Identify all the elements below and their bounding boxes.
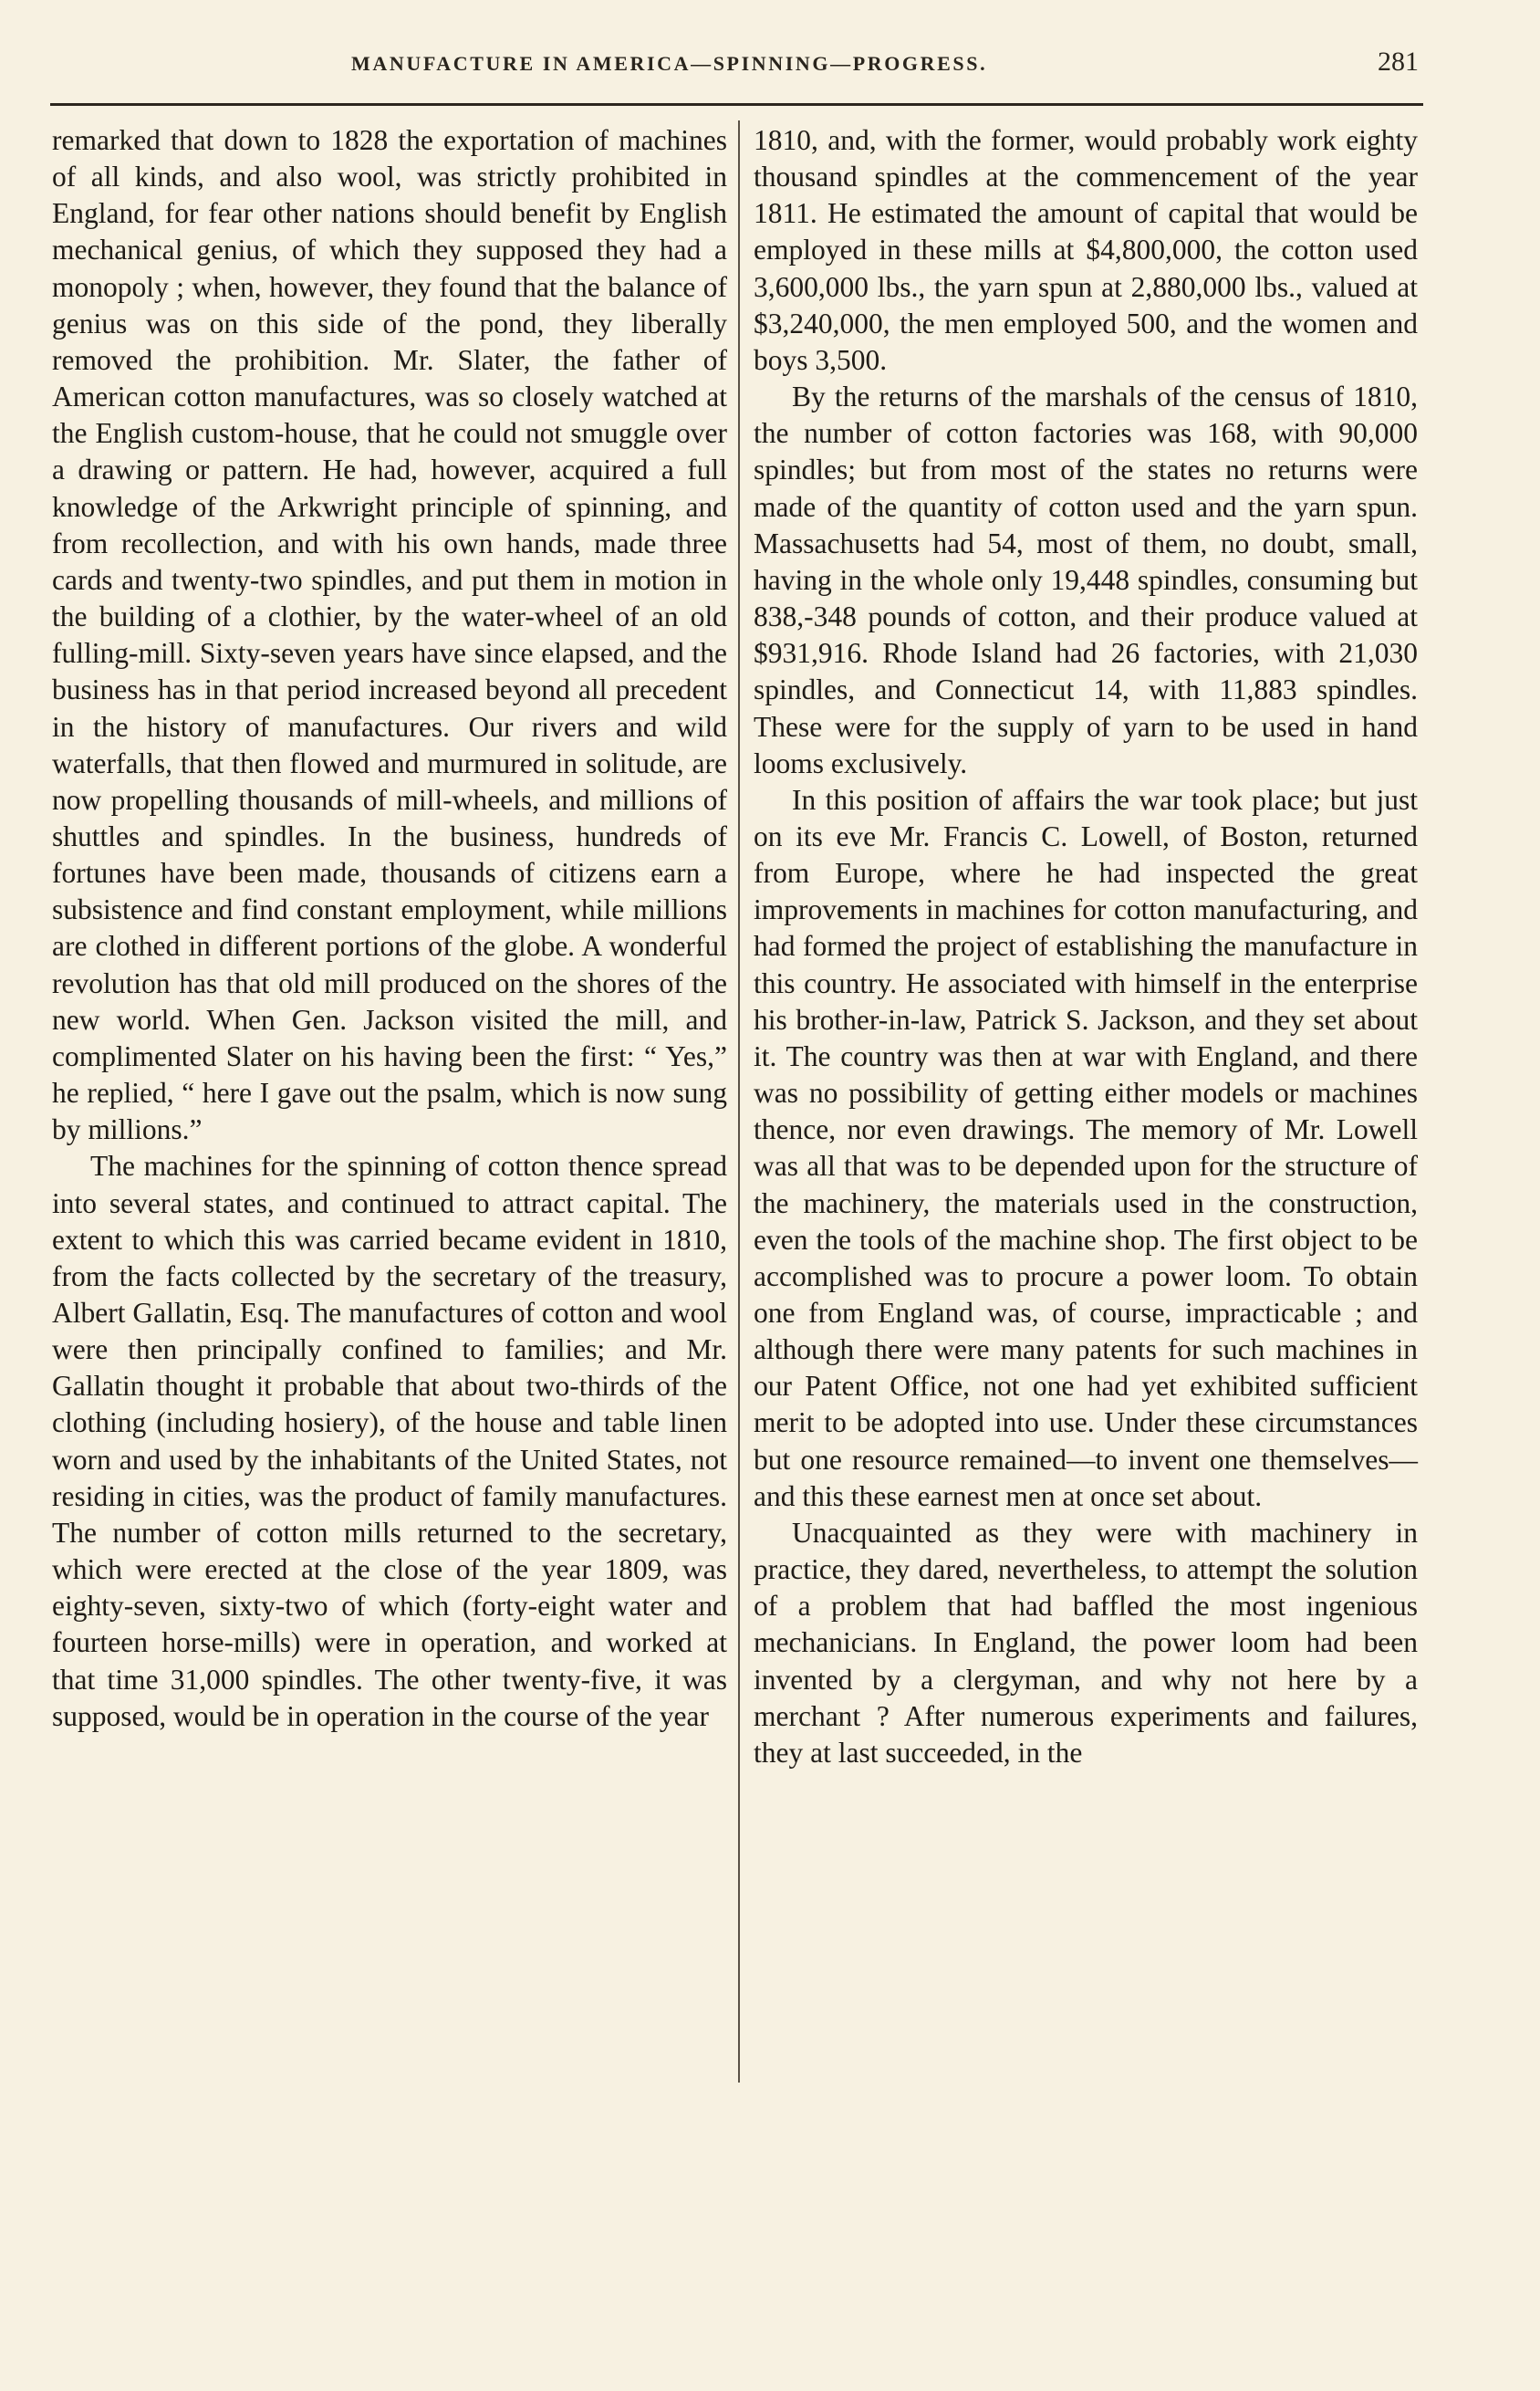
left-paragraph-1: remarked that down to 1828 the exportation of machines of all kinds, and also wool, was strictly prohibited in England, for fear other nations should benefit by English mechanical genius, of which they supposed they had a monopoly ; when, however, they found that the balance of genius was on this side of the pond, they liberally removed the prohibition. Mr. Slater, the father of American cotton manufactures, was so closely watched at the English custom-house, that he could not smuggle over a drawing or pattern. He had, however, acquired a full knowledge of the Arkwright principle of spinning, and from recollection, and with his own hands, made three cards and twenty-two spindles, and put them in motion in the building of a clothier, by the water-wheel of an old fulling-mill. Sixty-seven years have since elapsed, and the business has in that period increased beyond all precedent in the history of manufactures. Our rivers and wild waterfalls, that then flowed and murmured in solitude, are now propelling thousands of mill-wheels, and millions of shuttles and spindles. In the business, hundreds of fortunes have been made, thousands of citizens earn a subsistence and find constant employment, while millions are clothed in different portions of the globe. A wonderful revolution has that old mill produced on the shores of the new world. When Gen. Jackson visited the mill, and complimented Slater on his having been the first: “ Yes,” he replied, “ here I gave out the psalm, which is now sung by millions.”: [52, 124, 727, 1146]
running-title: MANUFACTURE IN AMERICA—SPINNING—PROGRESS.: [351, 52, 988, 75]
header-rule: [50, 103, 1423, 106]
right-paragraph-3: In this position of affairs the war took place; but just on its eve Mr. Francis C. Lowell, of Boston, returned from Europe, where he had inspected the great improvements in machines for cotton manufacturing, and had formed the project of establishing the manufacture in this country. He associated with himself in the enterprise his brother-in-law, Patrick S. Jackson, and they set about it. The country was then at war with England, and there was no possibility of getting either models or machines thence, nor even drawings. The memory of Mr. Lowell was all that was to be depended upon for the structure of the machinery, the materials used in the construction, even the tools of the machine shop. The first object to be accomplished was to procure a power loom. To obtain one from England was, of course, impracticable ; and although there were many patents for such machines in our Patent Office, not one had yet exhibited sufficient merit to be adopted into use. Under these circumstances but one resource remained—to invent one themselves—and this these earnest men at once set about.: [754, 783, 1418, 1512]
running-head: [50, 47, 1419, 87]
page-number: 281: [1378, 47, 1419, 77]
column-divider: [738, 120, 740, 2083]
left-paragraph-2: The machines for the spinning of cotton thence spread into several states, and continued to attract capital. The extent to which this was carried became evident in 1810, from the facts collected by the secretary of the treasury, Albert Gallatin, Esq. The manufactures of cotton and wool were then principally confined to families; and Mr. Gallatin thought it probable that about two-thirds of the clothing (including hosiery), of the house and table linen worn and used by the inhabitants of the United States, not residing in cities, was the product of family manufactures. The number of cotton mills returned to the secretary, which were erected at the close of the year 1809, was eighty-seven, sixty-two of which (forty-eight water and fourteen horse-mills) were in operation, and worked at that time 31,000 spindles. The other twenty-five, it was supposed, would be in operation in the course of the year: [52, 1150, 727, 1732]
right-paragraph-2: By the returns of the marshals of the census of 1810, the number of cotton factories was 168, with 90,000 spindles; but from most of the states no returns were made of the quantity of cotton used and the yarn spun. Massachusetts had 54, most of them, no doubt, small, having in the whole only 19,448 spindles, consuming but 838,-348 pounds of cotton, and their produce valued at $931,916. Rhode Island had 26 factories, with 21,030 spindles, and Connecticut 14, with 11,883 spindles. These were for the supply of yarn to be used in hand looms exclusively.: [754, 381, 1418, 779]
left-column: [52, 122, 727, 1735]
right-paragraph-4: Unacquainted as they were with machinery in practice, they dared, nevertheless, to attempt the solution of a problem that had baffled the most ingenious mechanicians. In England, the power loom had been invented by a clergyman, and why not here by a merchant ? After numerous experiments and failures, they at last succeeded, in the: [754, 1516, 1418, 1769]
right-column: [754, 122, 1418, 1771]
right-paragraph-1: 1810, and, with the former, would probably work eighty thousand spindles at the commencement of the year 1811. He estimated the amount of capital that would be employed in these mills at $4,800,000, the cotton used 3,600,000 lbs., the yarn spun at 2,880,000 lbs., valued at $3,240,000, the men employed 500, and the women and boys 3,500.: [754, 124, 1418, 376]
